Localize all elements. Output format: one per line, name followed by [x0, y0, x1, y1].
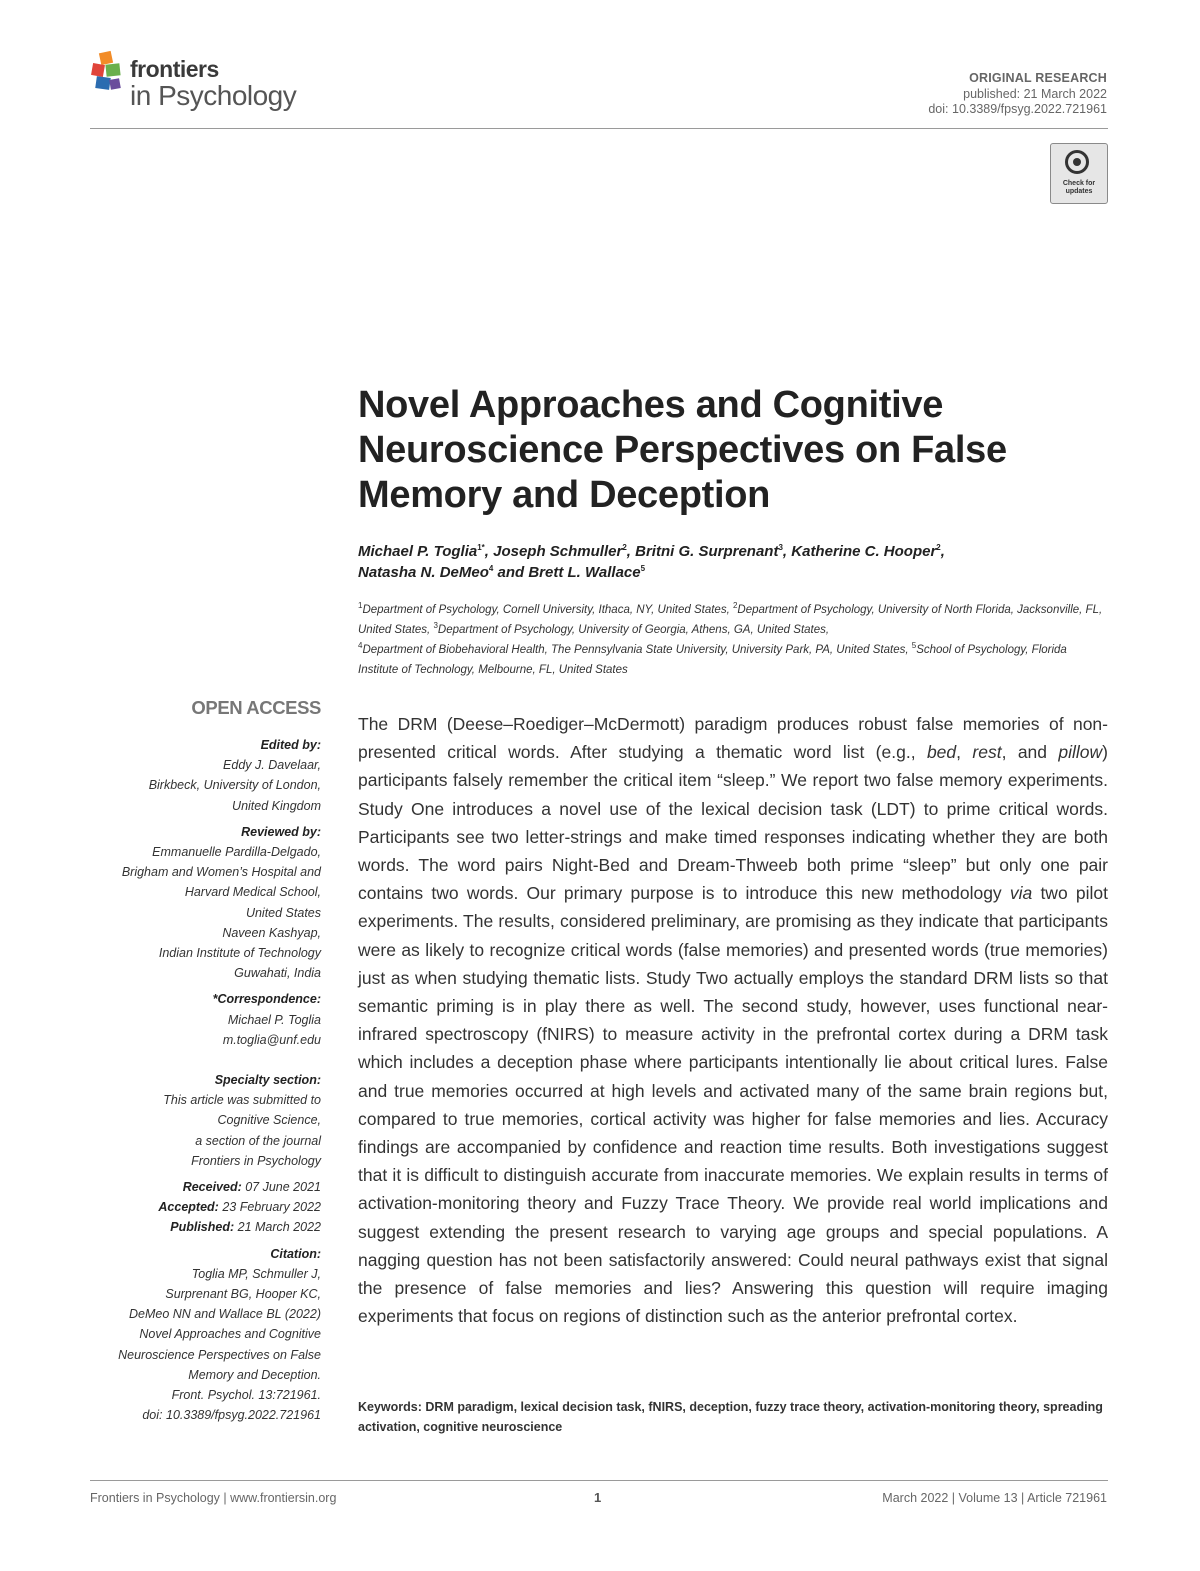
title-line: Neuroscience Perspectives on False	[358, 429, 1007, 471]
author-separator: ,	[940, 543, 945, 560]
journal-logo	[90, 50, 320, 125]
citation-line: Front. Psychol. 13:721961.	[171, 1388, 321, 1403]
abstract-text: two pilot experiments. The results, considered preliminary, are promising as they indicate that participants were as likely to recognize critical words (false memories) and presented words (true memories) just as when studying thematic lists. Study Two actually employs the standard DRM lists so that semantic priming is in play there as well. The second study, however, uses functional near-infrared spectroscopy (fNIRS) to measure activity in the prefrontal cortex during a DRM task which includes a deception phase where participants intentionally lie about critical lures. False and true memories occurred at high levels and activated many of the same brain regions but, compared to true memories, cortical activity was higher for false memories and lies. Accuracy findings are accompanied by confidence and reaction time results. Both investigations suggest that it is difficult to distinguish accurate from inaccurate memories. We explain results in terms of activation-monitoring theory and Fuzzy Trace Theory. We provide real world implications and suggest extending the present research to varying age groups and special populations. A nagging question has not been satisfactorily answered: Could neural pathways exist that signal the presence of false memories and lies? Answering this question will require imaging experiments that focus on regions of distinction such as the anterior prefrontal cortex.	[358, 883, 1108, 1327]
article-type: ORIGINAL RESEARCH	[969, 71, 1107, 85]
author-separator: and	[493, 564, 529, 581]
citation-line: DeMeo NN and Wallace BL (2022)	[129, 1307, 321, 1322]
author-name[interactable]: Britni G. Surprenant	[635, 543, 779, 560]
reviewed-by-label: Reviewed by:	[241, 824, 321, 839]
author-name[interactable]: Brett L. Wallace	[528, 564, 641, 581]
doi-link[interactable]: doi: 10.3389/fpsyg.2022.721961	[928, 102, 1107, 116]
affil-mark: 1	[358, 601, 363, 611]
specialty-line: This article was submitted to	[163, 1093, 321, 1108]
published-value: 21 March 2022	[234, 1220, 321, 1235]
keywords-label: Keywords:	[358, 1400, 422, 1414]
author-affil-mark: 2	[936, 543, 941, 552]
author-affil-mark: 2	[622, 543, 627, 552]
specialty-label: Specialty section:	[214, 1073, 321, 1088]
editor-line[interactable]: Eddy J. Davelaar,	[223, 758, 321, 773]
citation-section	[90, 1244, 321, 1426]
specialty-line: Cognitive Science,	[217, 1113, 321, 1128]
reviewer-line[interactable]: Naveen Kashyap,	[222, 925, 321, 940]
editor-line: United Kingdom	[232, 798, 321, 813]
reviewer-line: Harvard Medical School,	[184, 885, 321, 900]
abstract-text: ) participants falsely remember the critical item “sleep.” We report two false memory experiments. Study One introduces a novel use of the lexical decision task (LDT) to prime critical words. Participants see two letter-strings and make timed responses indicating whether they are both words. The word pairs Night-Bed and Dream-Thweeb both prime “sleep” but only one pair contains two words. Our primary purpose is to introduce this new methodology	[358, 742, 1108, 904]
reviewer-line: Brigham and Women’s Hospital and	[121, 865, 321, 880]
affiliation: Department of Psychology, University of North Florida, Jacksonville, FL, United States,	[358, 604, 1103, 636]
author-name[interactable]: Michael P. Toglia	[358, 543, 478, 560]
published-date: published: 21 March 2022	[963, 86, 1107, 101]
correspondence-label: *Correspondence:	[212, 992, 321, 1007]
specialty-section	[90, 1070, 321, 1171]
article-meta	[928, 71, 1107, 118]
abstract-italic: via	[1009, 883, 1033, 904]
author-affil-mark: 1*	[477, 543, 485, 552]
reviewer-line: Guwahati, India	[234, 966, 321, 981]
logo-wordmark: frontiers	[130, 56, 219, 82]
reviewer-line: Indian Institute of Technology	[158, 946, 321, 961]
reviewer-line[interactable]: Emmanuelle Pardilla-Delgado,	[152, 845, 321, 860]
edited-by-label: Edited by:	[260, 738, 321, 752]
affiliation: Department of Psychology, University of Georgia, Athens, GA, United States,	[437, 624, 830, 636]
check-for-updates-badge[interactable]	[1050, 143, 1108, 204]
citation-line: Neuroscience Perspectives on False	[118, 1347, 321, 1362]
abstract-text: ,	[956, 742, 973, 763]
footer-journal-link[interactable]: Frontiers in Psychology | www.frontiersin.org	[90, 1491, 337, 1505]
accepted-date	[90, 1197, 321, 1217]
keywords-list: DRM paradigm, lexical decision task, fNIRS, deception, fuzzy trace theory, activation-monitoring theory, spreading activation, cognitive neuroscience	[358, 1400, 1103, 1434]
affiliation: School of Psychology, Florida Institute of Technology, Melbourne, FL, United States	[358, 644, 1067, 676]
open-access-label: OPEN ACCESS	[191, 697, 321, 718]
published-label: Published:	[170, 1220, 235, 1235]
reviewed-by-section	[90, 822, 321, 984]
abstract-italic: pillow	[1058, 742, 1103, 763]
edited-by-section	[90, 735, 321, 816]
dates-section	[90, 1177, 321, 1238]
author-separator: ,	[782, 543, 792, 560]
correspondent-name: Michael P. Toglia	[227, 1012, 321, 1027]
author-separator: ,	[484, 543, 494, 560]
editor-line: Birkbeck, University of London,	[148, 778, 321, 793]
article-title	[358, 383, 1118, 518]
author-separator: ,	[626, 543, 636, 560]
specialty-line: a section of the journal	[195, 1133, 321, 1148]
page-number: 1	[594, 1490, 602, 1505]
affiliation: Department of Biobehavioral Health, The Pennsylvania State University, University Park, PA, United States,	[362, 644, 912, 656]
correspondent-email[interactable]: m.toglia@unf.edu	[222, 1032, 321, 1047]
author-name[interactable]: Katherine C. Hooper	[791, 543, 937, 560]
abstract-italic: rest	[972, 742, 1002, 763]
citation-line: Toglia MP, Schmuller J,	[191, 1266, 321, 1281]
abstract-italic: bed	[926, 742, 957, 763]
affiliations	[358, 600, 1110, 680]
abstract-text: The DRM (Deese–Roediger–McDermott) paradigm produces robust false memories of non-presented critical words. After studying a thematic word list (e.g.,	[358, 714, 1108, 763]
author-affil-mark: 5	[640, 564, 646, 573]
citation-line: Surprenant BG, Hooper KC,	[165, 1287, 321, 1302]
abstract	[358, 710, 1108, 1330]
affil-mark: 2	[732, 601, 738, 611]
author-affil-mark: 4	[488, 564, 494, 573]
received-label: Received:	[182, 1180, 242, 1195]
citation-line: Memory and Deception.	[188, 1367, 321, 1382]
correspondence-section	[90, 989, 321, 1050]
accepted-value: 23 February 2022	[218, 1200, 321, 1215]
citation-doi[interactable]: doi: 10.3389/fpsyg.2022.721961	[142, 1408, 321, 1423]
reviewer-line: United States	[245, 905, 321, 920]
frontiers-logo-icon	[90, 50, 126, 98]
title-line: Novel Approaches and Cognitive	[358, 384, 944, 426]
title-line: Memory and Deception	[358, 474, 771, 516]
author-name[interactable]: Joseph Schmuller	[493, 543, 623, 560]
footer-issue-info: March 2022 | Volume 13 | Article 721961	[882, 1491, 1107, 1505]
header-divider	[90, 128, 1108, 129]
author-affil-mark: 3	[778, 543, 783, 552]
published-date-sidebar	[90, 1217, 321, 1237]
accepted-label: Accepted:	[158, 1200, 219, 1215]
abstract-text: , and	[1001, 742, 1059, 763]
citation-line: Novel Approaches and Cognitive	[139, 1327, 321, 1342]
specialty-line: Frontiers in Psychology	[191, 1153, 321, 1168]
affiliation: Department of Psychology, Cornell University, Ithaca, NY, United States,	[362, 604, 733, 616]
affil-mark: 3	[433, 621, 438, 631]
logo-journal-name: in Psychology	[130, 80, 297, 111]
received-value: 07 June 2021	[241, 1180, 321, 1195]
author-list	[358, 541, 1118, 583]
badge-label: Check for updates	[1062, 180, 1096, 195]
author-name[interactable]: Natasha N. DeMeo	[358, 564, 489, 581]
affil-mark: 4	[358, 641, 363, 651]
sidebar	[90, 697, 321, 1432]
affil-mark: 5	[911, 641, 917, 651]
crossmark-icon	[1065, 150, 1089, 174]
footer-divider	[90, 1480, 1108, 1481]
citation-label: Citation:	[270, 1246, 321, 1261]
received-date	[90, 1177, 321, 1197]
keywords	[358, 1397, 1108, 1437]
